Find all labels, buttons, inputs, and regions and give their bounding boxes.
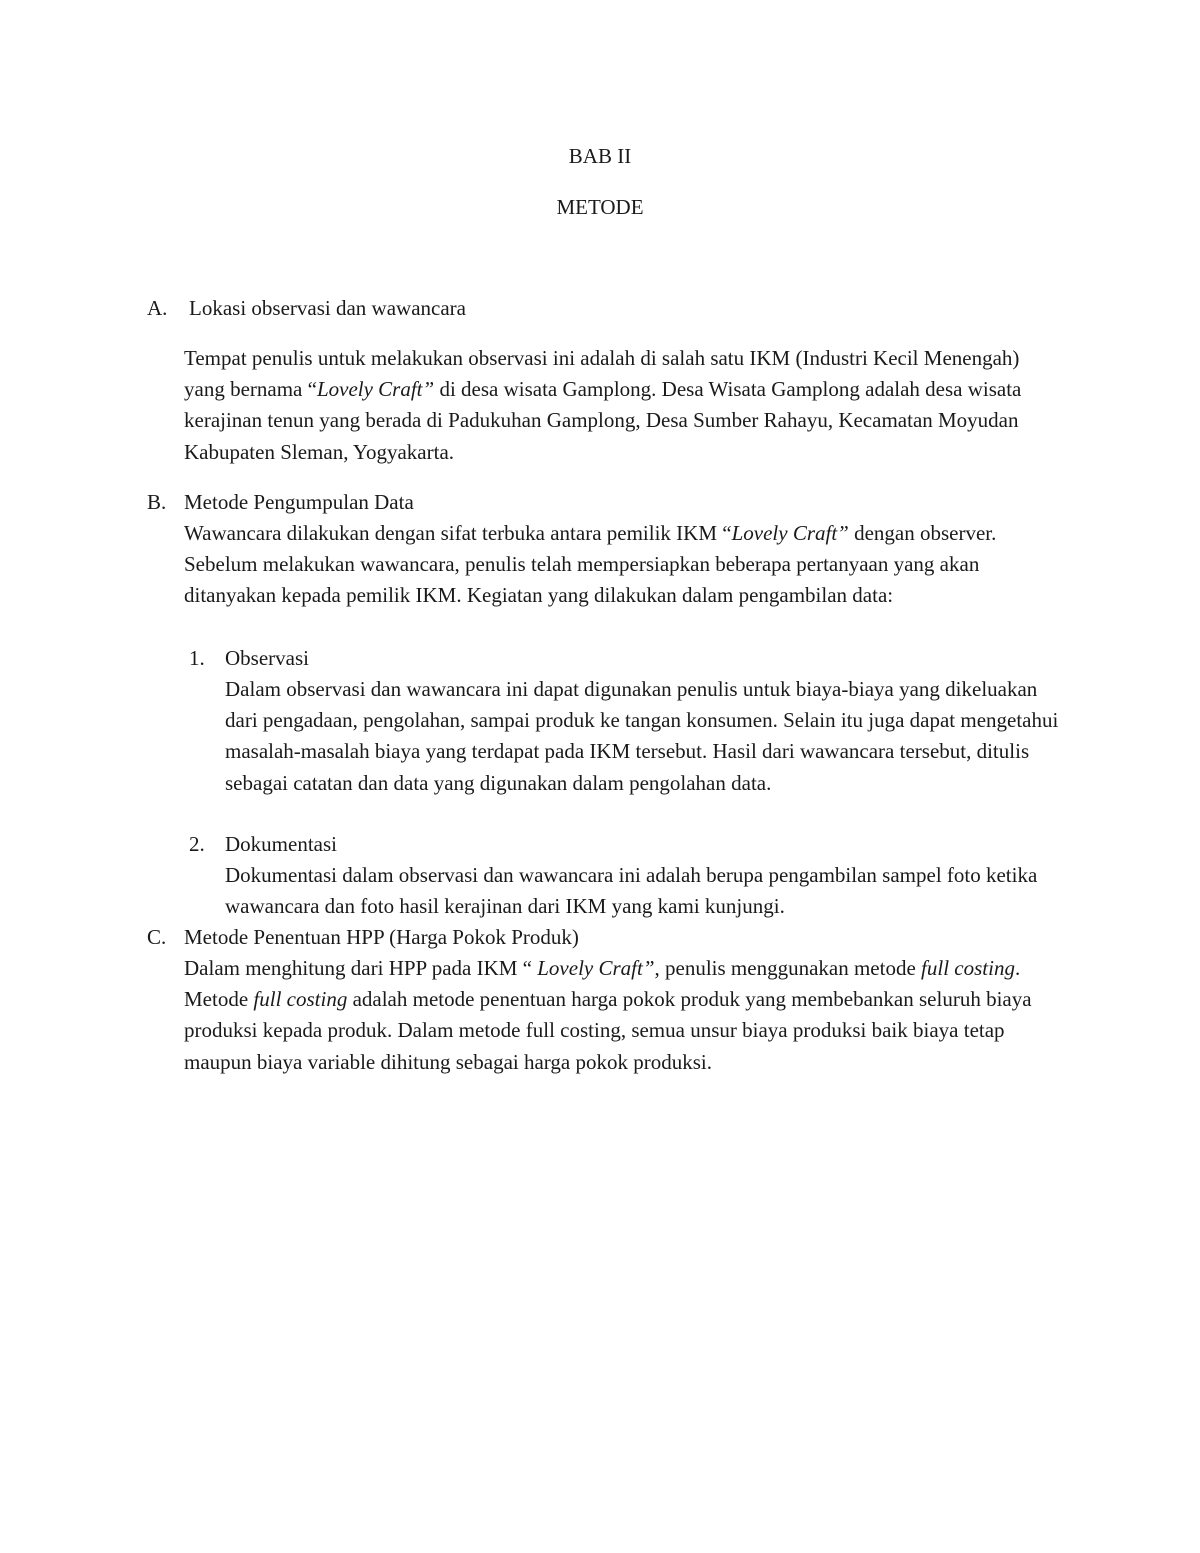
chapter-title: METODE [556, 195, 644, 219]
list-item-text: Dalam observasi dan wawancara ini dapat digunakan penulis untuk biaya-biaya yang dikeluakan dari pengadaan, pengolahan, sampai produk ke tangan konsumen. Selain itu juga dapat mengetahui masalah-masalah biaya yang terdapat pada IKM tersebut. Hasil dari wawancara tersebut, ditulis sebagai catatan dan data yang digunakan dalam pengolahan data. [225, 677, 1059, 795]
list-item-heading: Observasi [225, 646, 309, 670]
section-b-paragraph: Wawancara dilakukan dengan sifat terbuka antara pemilik IKM “Lovely Craft” dengan observer. Sebelum melakukan wawancara, penulis telah mempersiapkan beberapa pertanyaan yang akan ditanyakan kepada pemilik IKM. Kegiatan yang dilakukan dalam pengambilan data: [184, 521, 997, 608]
section-c-heading: Metode Penentuan HPP (Harga Pokok Produk) [184, 925, 579, 949]
section-b-heading: Metode Pengumpulan Data [184, 490, 414, 514]
section-a-heading: Lokasi observasi dan wawancara [189, 296, 466, 320]
list-item-number: 1. [189, 646, 205, 670]
list-item-number: 2. [189, 832, 205, 856]
section-a-label: A. [147, 296, 168, 320]
chapter-label: BAB II [568, 144, 632, 168]
list-item-heading: Dokumentasi [225, 832, 337, 856]
section-b-label: B. [147, 490, 167, 514]
list-item-text: Dokumentasi dalam observasi dan wawancara ini adalah berupa pengambilan sampel foto ketika wawancara dan foto hasil kerajinan dari IKM yang kami kunjungi. [225, 863, 1038, 919]
section-c-paragraph: Dalam menghitung dari HPP pada IKM “ Lovely Craft”, penulis menggunakan metode full costing. Metode full costing adalah metode penentuan harga pokok produk yang membebankan seluruh biaya produksi kepada produk. Dalam metode full costing, semua unsur biaya produksi baik biaya tetap maupun biaya variable dihitung sebagai harga pokok produksi. [184, 956, 1032, 1074]
section-c-label: C. [147, 925, 167, 949]
section-a-paragraph: Tempat penulis untuk melakukan observasi ini adalah di salah satu IKM (Industri Kecil Menengah) yang bernama “Lovely Craft” di desa wisata Gamplong. Desa Wisata Gamplong adalah desa wisata kerajinan tenun yang berada di Padukuhan Gamplong, Desa Sumber Rahayu, Kecamatan Moyudan Kabupaten Sleman, Yogyakarta. [184, 346, 1022, 464]
